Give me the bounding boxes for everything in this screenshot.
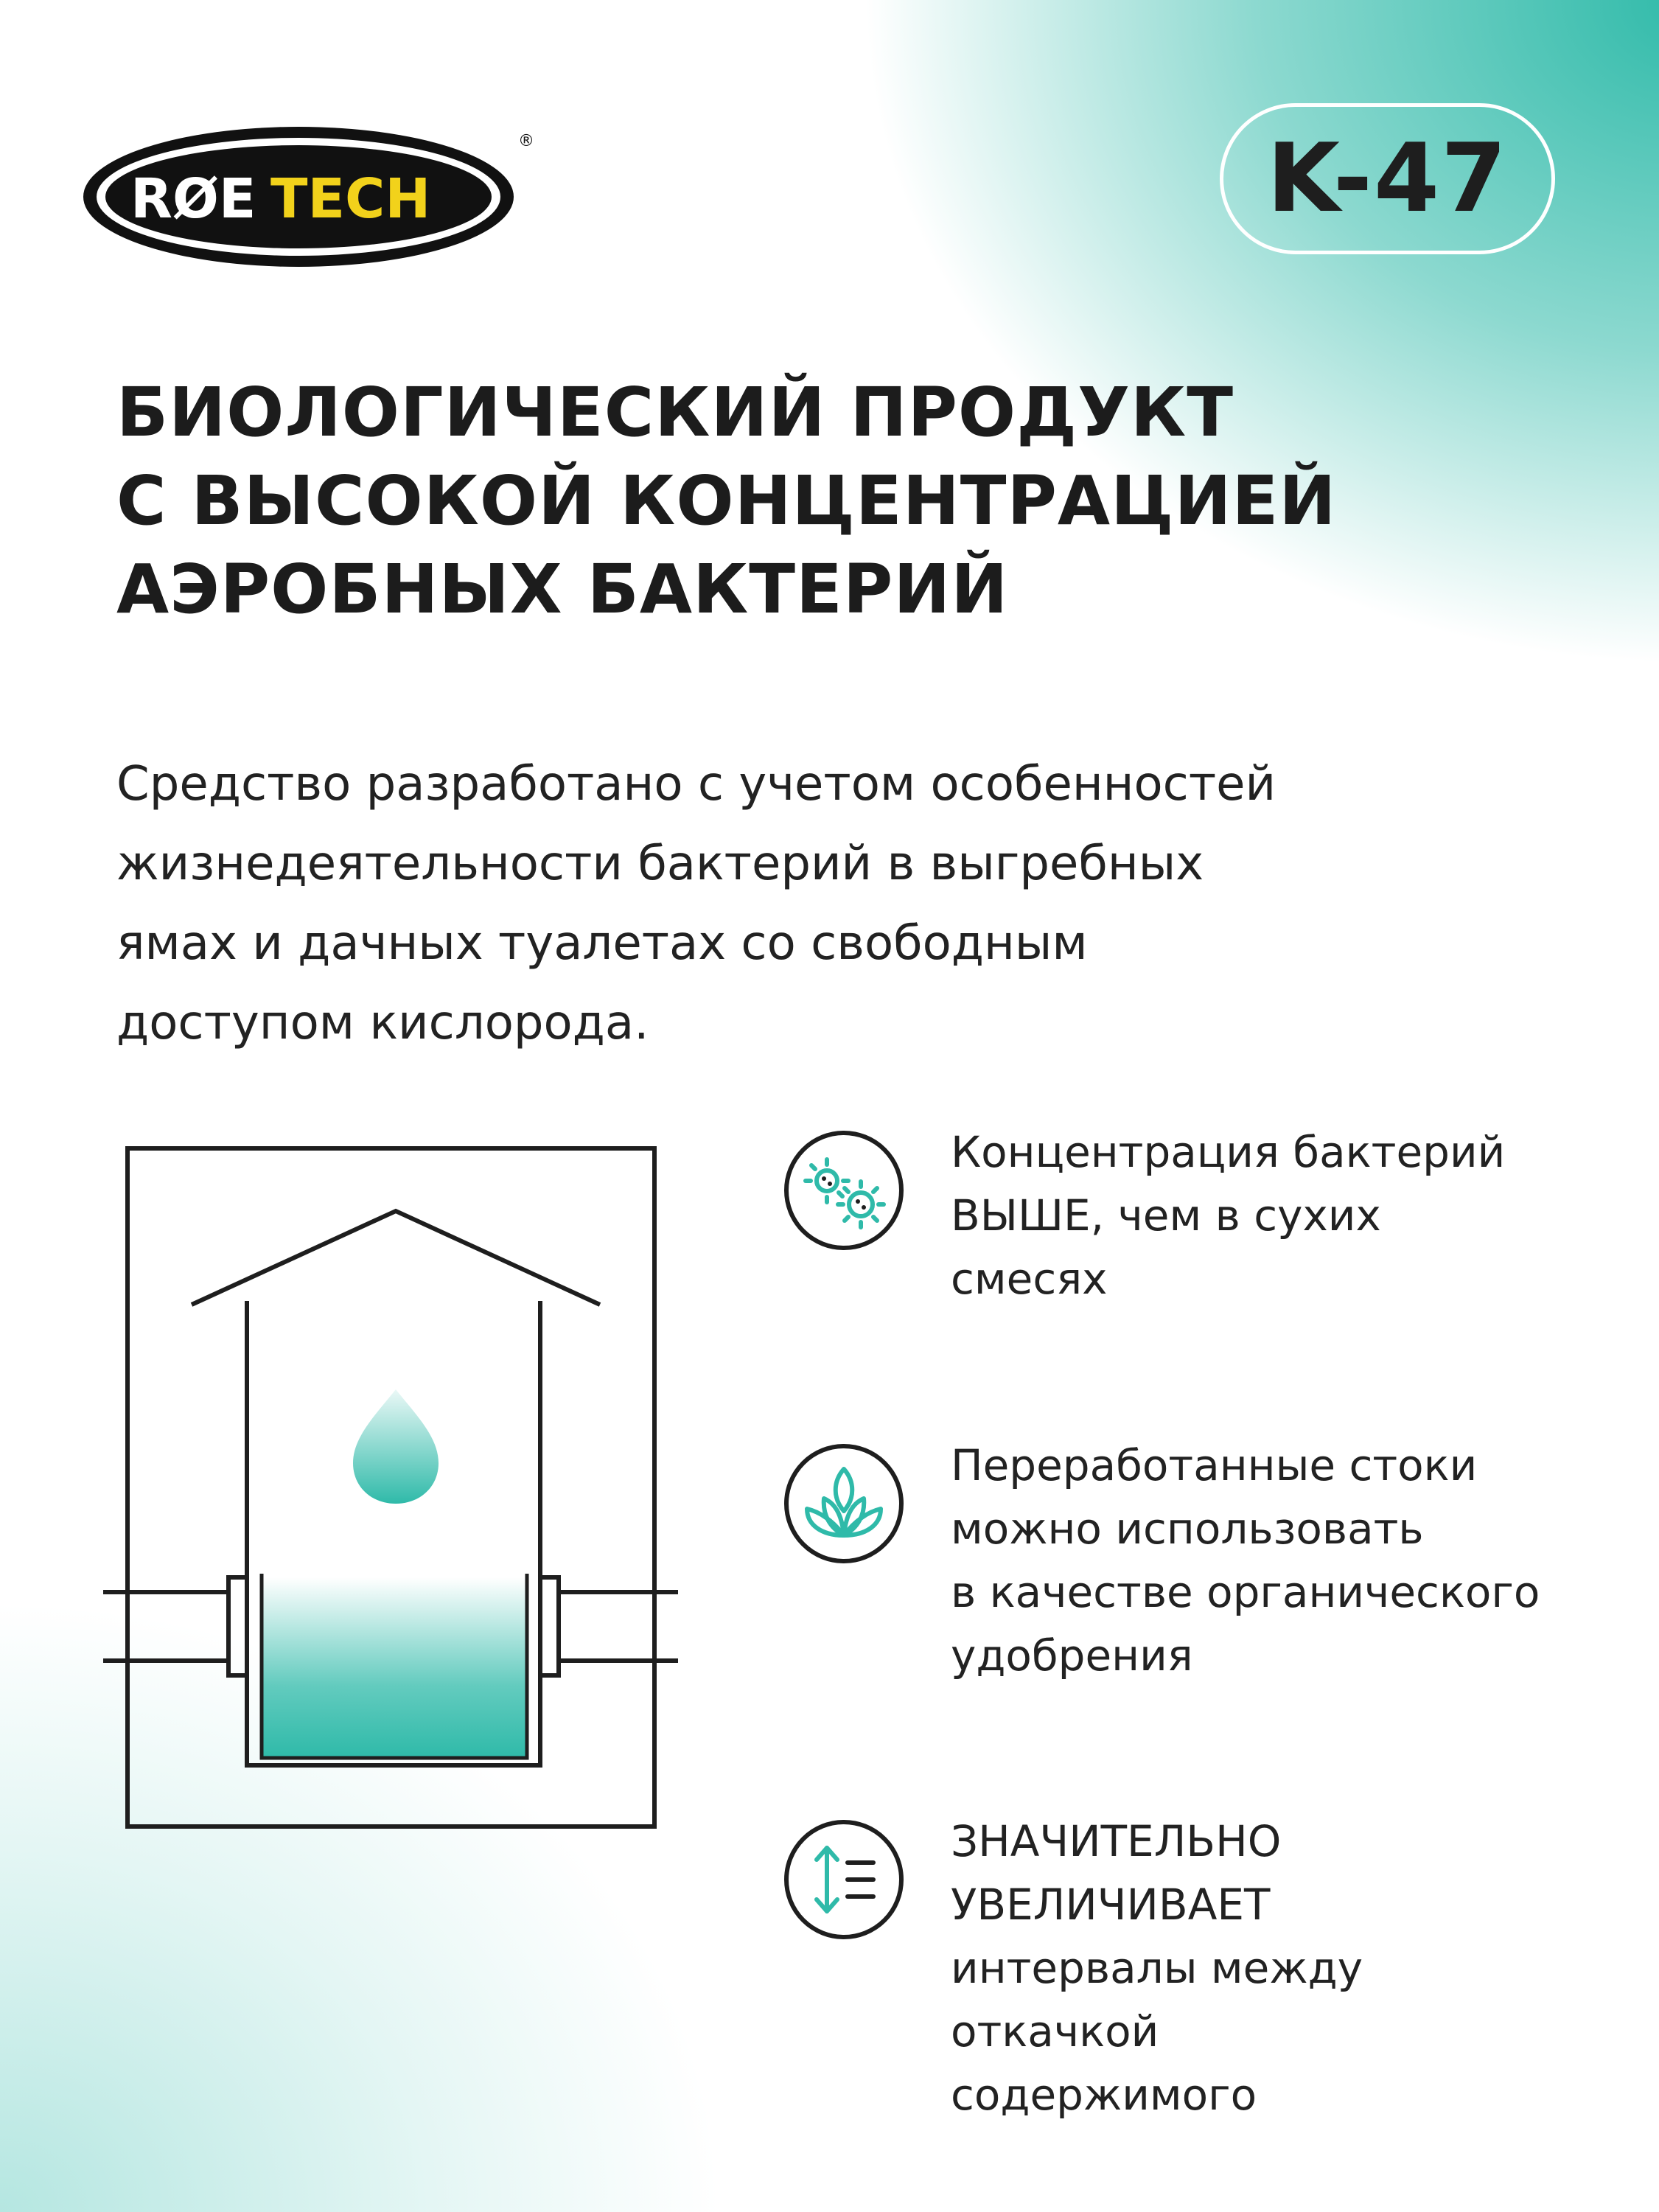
intro-line: ямах и дачных туалетах со свободным [116,916,1088,971]
intro-line: жизнедеятельности бактерий в выгребных [116,837,1204,891]
feature-line: ВЫШЕ, чем в сухих [951,1190,1381,1241]
feature-text [951,1810,1658,2126]
intro-line: доступом кислорода. [116,996,649,1050]
intro-line: Средство разработано с учетом особенностей [116,757,1276,812]
feature-line: Концентрация бактерий [951,1127,1506,1177]
feature-line: смесях [951,1254,1108,1304]
feature-line: содержимого [951,2070,1257,2120]
roetech-logo [77,118,534,276]
leaves-icon [781,1441,907,1566]
headline-line: С ВЫСОКОЙ КОНЦЕНТРАЦИЕЙ [116,461,1337,540]
water-drop-icon [353,1389,439,1504]
intro-paragraph [116,744,1590,1063]
feature-line: откачкой [951,2006,1159,2056]
feature-line: в качестве органического [951,1567,1540,1617]
headline [116,369,1590,634]
feature-text [951,1120,1658,1311]
svg-text:RØE: RØE [130,167,256,231]
inlet-pipe-flange [228,1577,247,1675]
interval-icon [781,1817,907,1942]
feature-line: Переработанные стоки [951,1440,1478,1490]
svg-text:TECH: TECH [270,167,431,231]
feature-line: УВЕЛИЧИВАЕТ [951,1880,1271,1930]
feature-line: ЗНАЧИТЕЛЬНО [951,1816,1282,1866]
headline-line: БИОЛОГИЧЕСКИЙ ПРОДУКТ [116,373,1234,452]
feature-line: интервалы между [951,1943,1363,1993]
feature-text [951,1434,1658,1687]
feature-line: удобрения [951,1630,1193,1681]
bacteria-icon [781,1128,907,1253]
roof [192,1211,600,1305]
outhouse-tank-illustration [103,1146,678,1835]
feature-line: можно использовать [951,1504,1424,1554]
outlet-pipe-flange [540,1577,559,1675]
tank [262,1577,527,1758]
registered-mark: ® [518,132,534,150]
headline-line: АЭРОБНЫХ БАКТЕРИЙ [116,550,1009,629]
model-badge: K-47 [1220,103,1555,254]
